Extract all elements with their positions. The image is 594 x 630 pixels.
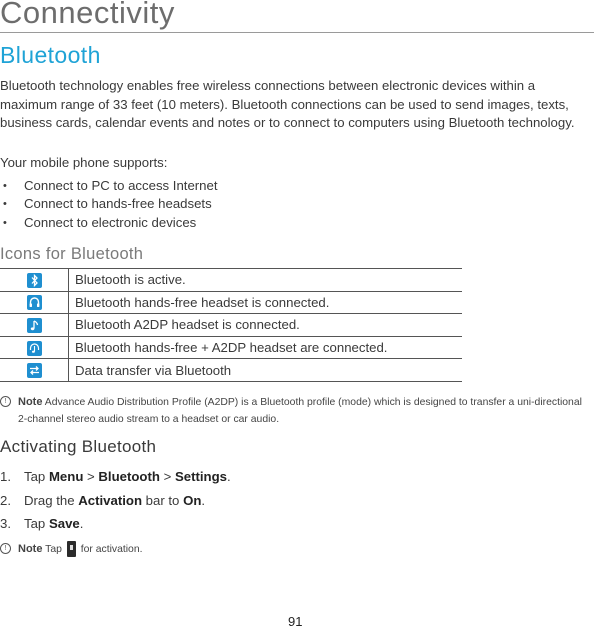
step-keyword: On xyxy=(183,492,202,508)
note-text-before: Tap xyxy=(45,544,62,555)
chapter-rule xyxy=(0,32,594,33)
note-body xyxy=(0,394,590,428)
step-text-run: Tap xyxy=(24,469,49,484)
table-row xyxy=(0,336,462,359)
step-text xyxy=(24,468,231,486)
note-info-icon: ! xyxy=(0,396,11,407)
step-text-run: Drag the xyxy=(24,492,79,508)
supports-lead: Your mobile phone supports: xyxy=(0,155,168,170)
step-text-run: Tap xyxy=(24,516,49,531)
step-text-run: > xyxy=(159,469,175,484)
headset-music-icon xyxy=(27,341,42,356)
note-label: Note xyxy=(18,543,43,555)
table-row xyxy=(0,314,462,337)
step-keyword: Save xyxy=(48,516,80,531)
table-row xyxy=(0,359,462,382)
bullet-glyph: • xyxy=(3,198,7,211)
icons-heading: Icons for Bluetooth xyxy=(0,245,144,263)
page-number: 91 xyxy=(288,614,303,629)
list-item-text: Connect to electronic devices xyxy=(24,214,197,230)
a2dp-note xyxy=(0,394,590,428)
icon-description: Bluetooth hands-free headset is connected. xyxy=(69,291,463,314)
icon-description: Bluetooth is active. xyxy=(69,269,463,292)
chapter-title: Connectivity xyxy=(0,0,175,30)
step-keyword: Activation xyxy=(78,492,142,508)
step-text-run: bar to xyxy=(142,492,184,508)
step-text-run: . xyxy=(201,492,206,508)
bluetooth-active-icon xyxy=(27,273,42,288)
intro-paragraph: Bluetooth technology enables free wireless connections between electronic devices within a maximum range of 33 feet (10 meters). Bluetooth connections can be used to send images, texts, business cards, calendar events and notes or to connect to computers using Bluetooth technology. xyxy=(0,78,575,131)
icon-cell xyxy=(0,291,69,314)
table-row xyxy=(0,291,462,314)
music-note-icon xyxy=(27,318,42,333)
bluetooth-icons-table xyxy=(0,268,462,382)
step-keyword: Bluetooth xyxy=(98,469,160,484)
note-text-after: for activation. xyxy=(80,544,143,555)
bullet-glyph: • xyxy=(3,180,7,192)
step-text xyxy=(24,492,205,510)
icon-description: Bluetooth A2DP headset is connected. xyxy=(69,314,463,337)
bullet-glyph: • xyxy=(3,216,7,229)
icon-cell xyxy=(0,359,69,382)
step-number: 1. xyxy=(0,469,11,484)
note-body xyxy=(0,541,143,558)
step-number: 2. xyxy=(0,492,11,508)
headset-icon xyxy=(27,295,42,310)
table-row xyxy=(0,269,462,292)
note-text: Advance Audio Distribution Profile (A2DP) is a Bluetooth profile (mode) which is designed to transfer a uni-directional 2-channel stereo audio stream to a headset or car audio. xyxy=(18,397,582,425)
list-item-text: Connect to hands-free headsets xyxy=(24,196,212,212)
note-info-icon: ! xyxy=(0,543,11,554)
icon-description: Bluetooth hands-free + A2DP headset are connected. xyxy=(69,336,463,359)
list-item-text: Connect to PC to access Internet xyxy=(24,178,218,193)
step-text xyxy=(24,515,83,533)
activation-toggle-icon xyxy=(67,541,76,557)
activation-note xyxy=(0,541,143,558)
note-label: Note xyxy=(18,396,43,408)
step-keyword: Settings xyxy=(174,469,227,484)
step-text-run: > xyxy=(83,469,99,484)
section-title: Bluetooth xyxy=(0,42,101,68)
icon-cell xyxy=(0,269,69,292)
step-text-run: . xyxy=(227,469,231,484)
icon-cell xyxy=(0,314,69,337)
step-number: 3. xyxy=(0,516,11,531)
step-keyword: Menu xyxy=(48,469,84,484)
icon-cell xyxy=(0,336,69,359)
icon-description: Data transfer via Bluetooth xyxy=(69,359,463,382)
activating-heading: Activating Bluetooth xyxy=(0,437,157,456)
step-text-run: . xyxy=(79,516,84,531)
data-transfer-icon xyxy=(27,363,42,378)
